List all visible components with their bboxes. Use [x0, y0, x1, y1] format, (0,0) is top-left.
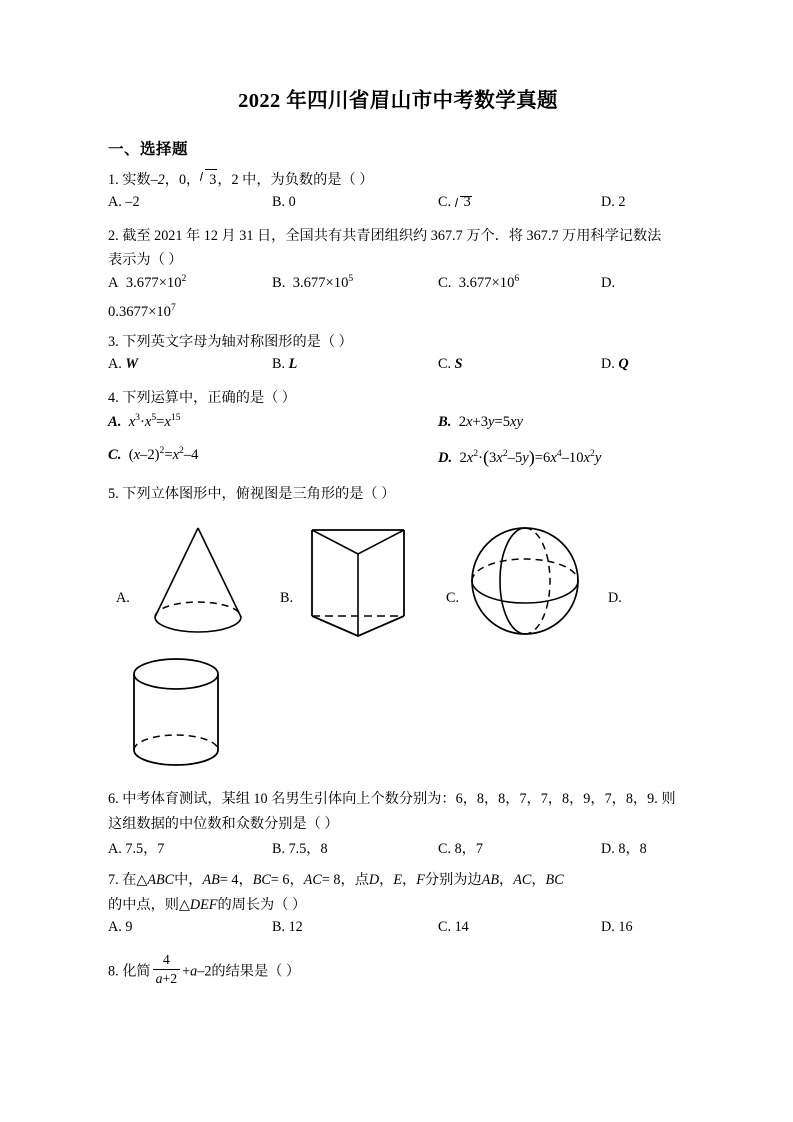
question-2-stem-line-1: 2. 截至 2021 年 12 月 31 日，全国共有共青团组织约 367.7 万个．将 367.7 万用科学记数法: [108, 228, 662, 245]
option-7-a-value: 9: [125, 918, 133, 935]
option-6-b[interactable]: [272, 838, 328, 858]
option-4-b-t1: 2: [458, 413, 466, 430]
option-4-d-e1: 2: [473, 447, 479, 459]
option-4-d-v5: x: [583, 449, 590, 466]
option-4-a-x2: x: [144, 413, 152, 430]
option-3-d-label: D.: [601, 356, 615, 373]
option-6-a[interactable]: [108, 838, 164, 858]
question-2-options: [108, 275, 688, 300]
option-7-b-value: 12: [288, 918, 303, 935]
option-2-a-base: 10: [166, 274, 182, 291]
question-2-stem-line-2: 表示为（ ）: [108, 252, 183, 269]
option-4-d-close: ): [528, 446, 535, 467]
question-3-stem: 3. 下列英文字母为轴对称图形的是（ ）: [108, 334, 353, 350]
option-4-b[interactable]: [438, 414, 523, 431]
q8-numerator: 4: [153, 952, 181, 970]
sphere-icon: [466, 522, 584, 640]
q8-p1: 8. 化简: [108, 963, 151, 980]
option-2-d-value-line[interactable]: [108, 300, 688, 325]
option-2-c-base: 10: [499, 274, 515, 291]
option-4-b-label: B.: [438, 413, 452, 430]
option-4-c-four: 4: [191, 446, 199, 463]
q7-eq3: = 8: [321, 872, 341, 889]
q7-eq2: = 6: [270, 872, 290, 889]
q7-ac2: AC: [513, 872, 532, 889]
option-2-b-base: 10: [333, 274, 349, 291]
option-4-c-eq: =: [164, 446, 173, 463]
page-title: 2022 年四川省眉山市中考数学真题: [238, 90, 558, 112]
document-body: [108, 88, 688, 992]
option-4-a-label: A.: [108, 413, 122, 430]
question-1-stem: [108, 168, 688, 192]
option-4-c-minus2: –: [183, 446, 192, 463]
option-5-c-label: C.: [446, 590, 460, 607]
q7-p8: 分别为边: [424, 872, 482, 889]
option-4-a-eq: =: [156, 413, 165, 430]
q7-p10: ，: [531, 872, 546, 889]
option-7-d-label: D.: [601, 918, 615, 935]
question-3: [108, 330, 688, 381]
option-4-c-sq: 2: [159, 444, 165, 456]
option-3-a[interactable]: [108, 356, 138, 373]
option-6-d-label: D.: [601, 841, 615, 858]
option-3-c[interactable]: [438, 356, 462, 373]
option-6-a-value: 7.5，7: [125, 841, 165, 858]
question-1-options: [108, 194, 688, 219]
q7-def: DEF: [189, 896, 218, 913]
option-4-c-two: 2: [147, 446, 155, 463]
option-4-a-e3: 15: [170, 411, 181, 423]
q7-ab: AB: [202, 872, 220, 889]
q7-p7: ，: [402, 872, 417, 889]
q7-p6: ，: [379, 872, 394, 889]
option-2-c-times: ×: [491, 274, 500, 291]
option-4-b-t3: 5: [502, 413, 511, 430]
option-2-c-exponent: 6: [514, 273, 520, 285]
question-4-options-row-2: [108, 444, 688, 477]
q7-p1: 7. 在: [108, 872, 137, 889]
option-2-a[interactable]: [108, 275, 186, 292]
q7-bc: BC: [252, 872, 271, 889]
option-3-a-value: W: [125, 356, 138, 373]
question-2: [108, 224, 688, 325]
q7-e: E: [393, 872, 403, 889]
option-2-b-label: B.: [272, 274, 286, 291]
option-1-d-label: D.: [601, 194, 615, 211]
option-4-d-minus: –: [507, 449, 515, 466]
q8-n: 2: [204, 963, 212, 980]
question-5: [108, 482, 688, 782]
q8-var: a: [190, 963, 198, 980]
q7-p5: ，点: [340, 872, 369, 889]
question-7-stem-line-2: [108, 893, 688, 917]
option-4-d-eq: =: [534, 449, 544, 466]
option-4-a-x3: x: [164, 413, 171, 430]
cone-icon: [138, 522, 258, 640]
option-4-c-e2: 2: [179, 444, 184, 456]
option-4-d-e5: 2: [590, 447, 595, 459]
option-7-c-value: 14: [454, 918, 469, 935]
option-4-c-open: (: [128, 446, 134, 463]
option-4-d-c1: 2: [459, 449, 467, 466]
option-1-a-value: –2: [125, 194, 140, 211]
option-3-d[interactable]: [601, 356, 629, 373]
option-1-a[interactable]: [108, 194, 140, 211]
option-4-b-t2: 3: [480, 413, 488, 430]
q1-stem-part-1: 1. 实数: [108, 171, 151, 188]
sqrt-icon: [455, 194, 472, 211]
option-1-c-value: 3: [463, 194, 471, 211]
option-4-d-e2: 2: [502, 447, 508, 459]
option-1-b-label: B.: [272, 194, 286, 211]
question-5-figures-row-2: [108, 650, 688, 782]
q7-eq1: = 4: [219, 872, 239, 889]
section-heading: 一、选择题: [108, 140, 189, 158]
option-2-d-label: D.: [601, 274, 616, 291]
option-6-d[interactable]: [601, 838, 647, 858]
sqrt-icon: [200, 168, 217, 192]
option-4-b-plus: +: [472, 413, 481, 430]
question-7-options: [108, 919, 688, 944]
option-2-a-times: ×: [158, 274, 167, 291]
q8-minus: –: [197, 963, 205, 980]
option-4-d-v3: y: [522, 449, 529, 466]
q7-p9: ，: [499, 872, 514, 889]
option-2-c-mantissa: 3.677: [458, 274, 492, 291]
q8-den-num: 2: [170, 970, 178, 986]
q8-den-var: a: [155, 970, 163, 986]
option-4-c-v: x: [133, 446, 141, 463]
option-3-d-value: Q: [618, 356, 629, 373]
option-1-c[interactable]: [438, 194, 472, 211]
option-2-a-exponent: 2: [181, 273, 187, 285]
question-3-options: [108, 356, 688, 381]
option-1-b[interactable]: [272, 194, 296, 211]
question-5-stem: 5. 下列立体图形中，俯视图是三角形的是（ ）: [108, 485, 396, 502]
option-3-b-label: B.: [272, 356, 286, 373]
question-4-options-row-1: [108, 411, 688, 444]
q8-p2: +: [182, 963, 191, 980]
q7-bc2: BC: [545, 872, 564, 889]
option-2-d-base: 10: [156, 303, 171, 320]
option-5-a-label: A.: [116, 590, 130, 607]
option-4-d-v2: x: [496, 449, 503, 466]
question-6-stem-line-2: 这组数据的中位数和众数分别是（ ）: [108, 815, 339, 832]
option-3-a-label: A.: [108, 356, 122, 373]
option-4-a-e1: 3: [135, 411, 140, 423]
question-7-stem-line-1: [108, 868, 688, 892]
option-1-d[interactable]: [601, 194, 625, 211]
fraction-icon: [153, 952, 181, 987]
question-1: [108, 168, 688, 219]
option-4-a-e2: 5: [151, 411, 157, 423]
option-2-a-label: A: [108, 274, 119, 291]
option-4-d-e4: 4: [556, 447, 562, 459]
option-1-d-value: 2: [618, 194, 626, 211]
option-4-c-close: ): [154, 446, 160, 463]
option-2-d-times: ×: [148, 303, 157, 320]
q7-abc: ABC: [147, 872, 175, 889]
q7-f: F: [416, 872, 425, 889]
option-6-b-label: B.: [272, 841, 286, 858]
q8-den-plus: +: [162, 970, 171, 986]
option-7-d-value: 16: [618, 918, 633, 935]
option-5-d-label: D.: [608, 590, 622, 607]
option-4-c-v2: x: [172, 446, 180, 463]
option-4-d-dot: ·: [478, 449, 483, 466]
q7-p2: 中，: [174, 872, 203, 889]
option-4-d-label: D.: [438, 449, 453, 466]
option-4-d[interactable]: [438, 447, 601, 468]
option-4-c[interactable]: [108, 444, 199, 464]
option-2-c-label: C.: [438, 274, 452, 291]
q7-l2-p2: 的周长为（ ）: [217, 896, 307, 913]
q8-denominator: [153, 970, 181, 987]
option-2-d-exponent: 7: [170, 302, 176, 314]
option-4-a-dot: ·: [139, 413, 145, 430]
option-3-b-value: L: [288, 356, 298, 373]
option-7-b[interactable]: [272, 919, 303, 936]
triangular-prism-icon: [304, 518, 414, 642]
option-7-a[interactable]: [108, 919, 132, 936]
option-1-a-label: A.: [108, 194, 122, 211]
question-8: [108, 952, 688, 987]
q7-p4: ，: [289, 872, 304, 889]
triangle-icon: △: [136, 872, 148, 889]
triangle-icon: △: [178, 896, 190, 913]
option-3-b[interactable]: [272, 356, 297, 373]
option-3-c-label: C.: [438, 356, 452, 373]
option-7-c[interactable]: [438, 919, 469, 936]
q1-stem-part-3: ，2 中，为负数的是（ ）: [217, 171, 374, 188]
option-6-c-label: C.: [438, 841, 452, 858]
q7-l2-p1: 的中点，则: [108, 896, 179, 913]
question-5-figures-row-1: [108, 512, 688, 650]
option-4-d-v1: x: [466, 449, 474, 466]
option-2-b-times: ×: [325, 274, 334, 291]
question-6: [108, 787, 688, 863]
option-2-a-mantissa: 3.677: [125, 274, 159, 291]
option-2-d-mantissa: 0.3677: [108, 303, 149, 320]
option-4-c-label: C.: [108, 446, 122, 463]
q7-ac: AC: [303, 872, 322, 889]
q7-ab2: AB: [481, 872, 499, 889]
question-6-stem-line-1: 6. 中考体育测试，某组 10 名男生引体向上个数分别为：6，8，8，7，7，8，9，7，8，9. 则: [108, 791, 676, 808]
q1-radicand: 3: [209, 171, 217, 188]
option-2-b-mantissa: 3.677: [292, 274, 326, 291]
option-4-d-c2: 3: [489, 449, 497, 466]
option-4-c-minus: –: [140, 446, 148, 463]
q8-p3: 的结果是（ ）: [211, 963, 301, 980]
q1-stem-part-2: ，0，: [164, 171, 201, 188]
option-7-b-label: B.: [272, 918, 286, 935]
cylinder-icon: [124, 654, 228, 778]
option-2-d-label-wrap[interactable]: [601, 275, 615, 292]
option-4-d-c5: 10: [568, 449, 584, 466]
option-4-b-v2: y: [488, 413, 495, 430]
option-4-d-minus2: –: [561, 449, 569, 466]
option-5-b-label: B.: [280, 590, 294, 607]
option-4-b-v3: xy: [510, 413, 523, 430]
question-7: [108, 868, 688, 944]
option-4-d-v6: y: [594, 449, 602, 466]
q7-d: D: [368, 872, 380, 889]
option-1-c-label: C.: [438, 194, 452, 211]
option-2-b-exponent: 5: [348, 273, 354, 285]
option-7-c-label: C.: [438, 918, 452, 935]
question-4-stem: 4. 下列运算中，正确的是（ ）: [108, 390, 296, 407]
question-8-stem: [108, 952, 688, 987]
option-4-b-v1: x: [465, 413, 473, 430]
option-4-b-eq: =: [494, 413, 503, 430]
option-6-c-value: 8，7: [454, 841, 483, 858]
option-6-c[interactable]: [438, 838, 483, 858]
option-4-a-x1: x: [128, 413, 136, 430]
option-4-d-v4: x: [550, 449, 557, 466]
option-6-d-value: 8，8: [618, 841, 647, 858]
option-4-a[interactable]: [108, 411, 181, 431]
option-7-d[interactable]: [601, 919, 633, 936]
option-4-d-open: (: [482, 446, 490, 467]
question-4: [108, 386, 688, 476]
option-4-d-c3: 5: [514, 449, 523, 466]
question-6-options: [108, 838, 688, 863]
option-2-c[interactable]: [438, 275, 519, 292]
option-6-a-label: A.: [108, 841, 122, 858]
option-2-b[interactable]: [272, 275, 353, 292]
option-7-a-label: A.: [108, 918, 122, 935]
option-1-b-value: 0: [288, 194, 296, 211]
option-3-c-value: S: [454, 356, 463, 373]
option-4-d-c4: 6: [543, 449, 551, 466]
option-6-b-value: 7.5，8: [288, 841, 328, 858]
q7-p3: ，: [238, 872, 253, 889]
q1-stem-value-1: –2: [150, 171, 165, 188]
